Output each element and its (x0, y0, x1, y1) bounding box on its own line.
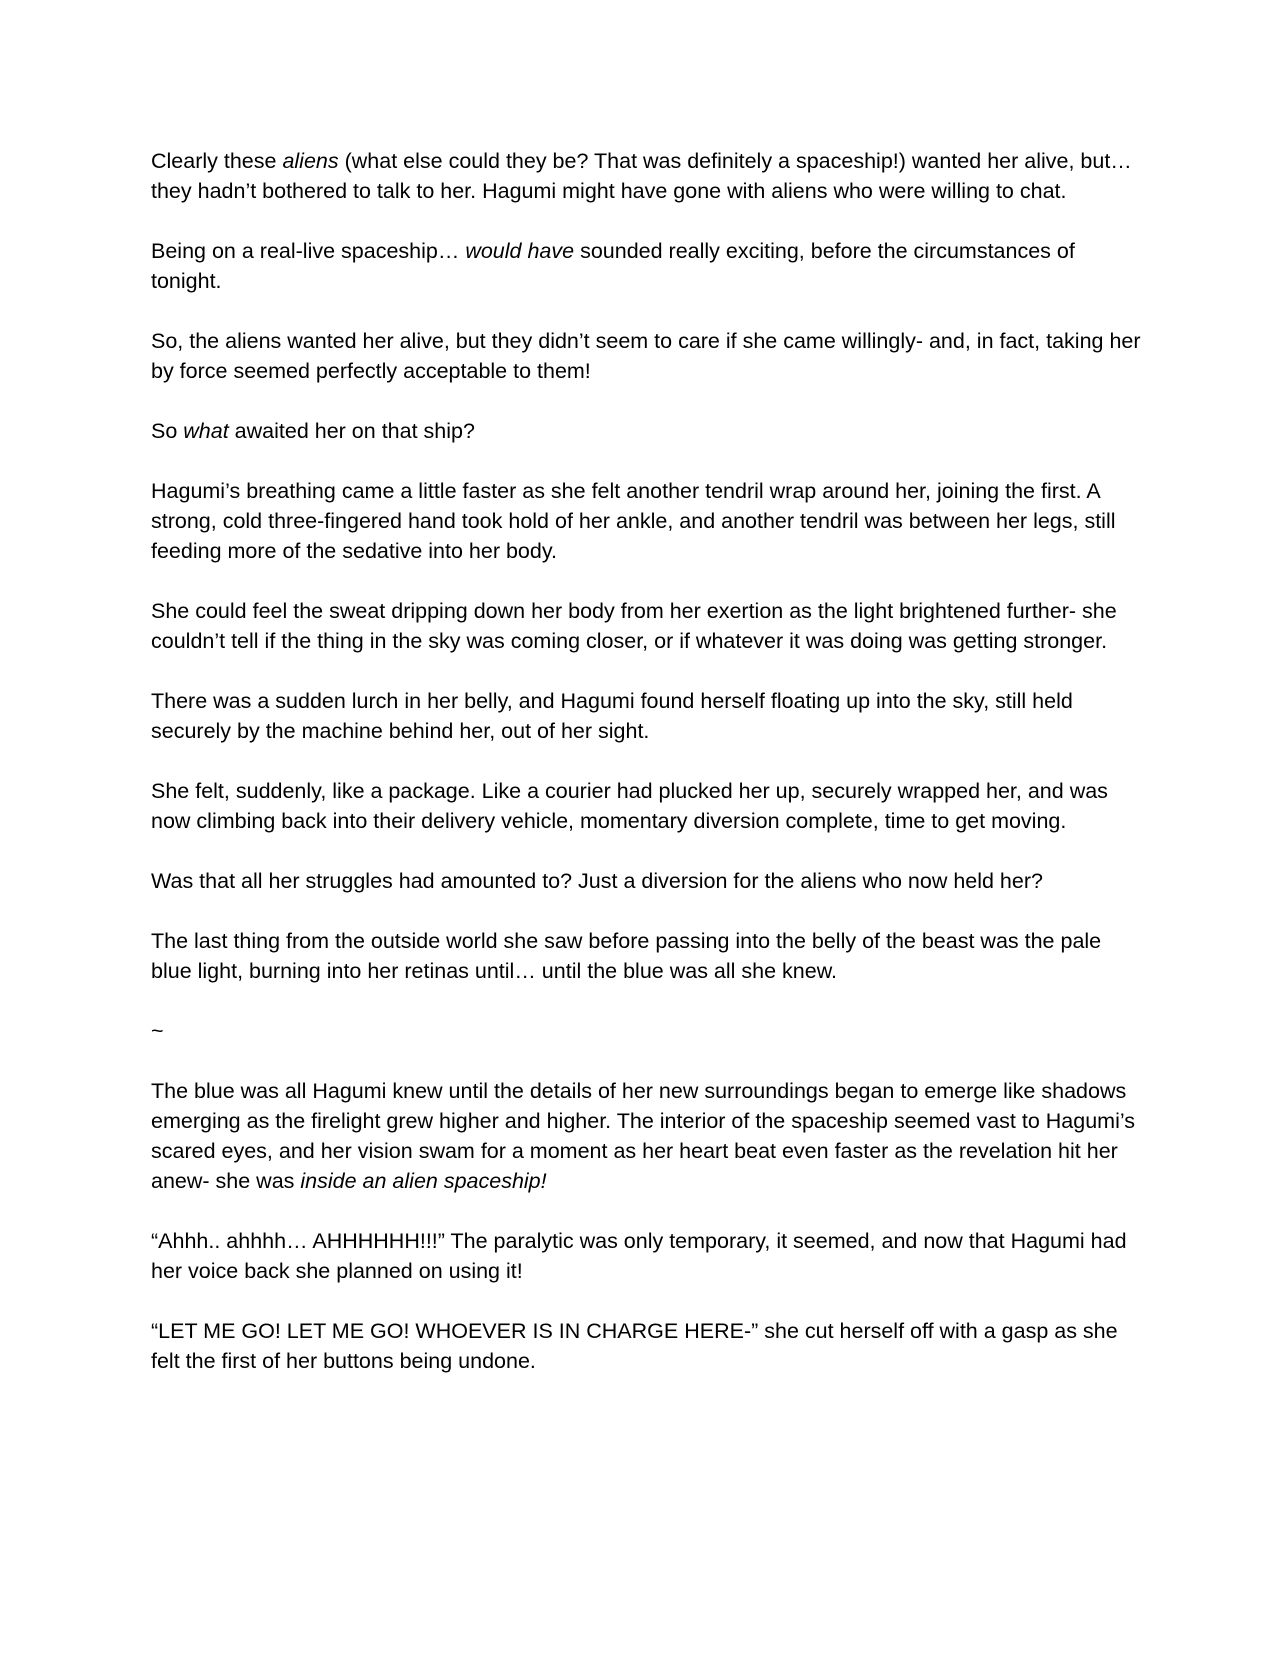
paragraph (151, 1226, 1141, 1286)
italic-text: inside an alien spaceship! (300, 1169, 547, 1193)
text-run: (what else could they be? That was definitely a spaceship!) wanted her alive, but… they hadn’t bothered to talk to her. Hagumi might have gone with aliens who were willing to chat. (151, 149, 1132, 203)
text-run: Hagumi’s breathing came a little faster as she felt another tendril wrap around her, joining the first. A strong, cold three-fingered hand took hold of her ankle, and another tendril was between her legs, still feeding more of the sedative into her body. (151, 479, 1116, 563)
paragraph (151, 1316, 1141, 1376)
paragraph (151, 146, 1141, 206)
text-run: She felt, suddenly, like a package. Like a courier had plucked her up, securely wrapped her, and was now climbing back into their delivery vehicle, momentary diversion complete, time to get moving. (151, 779, 1108, 833)
document-body (151, 146, 1141, 1376)
text-run: sounded really exciting, before the circumstances of tonight. (151, 239, 1075, 293)
paragraph (151, 416, 1141, 446)
paragraph (151, 1016, 1141, 1046)
paragraph (151, 686, 1141, 746)
paragraph (151, 596, 1141, 656)
italic-text: would have (465, 239, 575, 263)
italic-text: aliens (282, 149, 339, 173)
paragraph (151, 326, 1141, 386)
text-run: ~ (151, 1019, 164, 1043)
paragraph (151, 1076, 1141, 1196)
text-run: So, the aliens wanted her alive, but they didn’t seem to care if she came willingly- and, in fact, taking her by force seemed perfectly acceptable to them! (151, 329, 1141, 383)
italic-text: what (183, 419, 229, 443)
text-run: awaited her on that ship? (228, 419, 475, 443)
text-run: The blue was all Hagumi knew until the details of her new surroundings began to emerge like shadows emerging as the firelight grew higher and higher. The interior of the spaceship seemed vast to Hagumi’s scared eyes, and her vision swam for a moment as her heart beat even faster as the revelation hit her anew- she was (151, 1079, 1135, 1193)
text-run: Clearly these (151, 149, 283, 173)
paragraph (151, 866, 1141, 896)
text-run: The last thing from the outside world she saw before passing into the belly of the beast was the pale blue light, burning into her retinas until… until the blue was all she knew. (151, 929, 1102, 983)
text-run: Being on a real-live spaceship… (151, 239, 466, 263)
text-run: Was that all her struggles had amounted to? Just a diversion for the aliens who now held her? (151, 869, 1043, 893)
paragraph (151, 926, 1141, 986)
text-run: There was a sudden lurch in her belly, and Hagumi found herself floating up into the sky, still held securely by the machine behind her, out of her sight. (151, 689, 1073, 743)
text-run: She could feel the sweat dripping down her body from her exertion as the light brightened further- she couldn’t tell if the thing in the sky was coming closer, or if whatever it was doing was getting stronger. (151, 599, 1117, 653)
text-run: “LET ME GO! LET ME GO! WHOEVER IS IN CHARGE HERE-” she cut herself off with a gasp as she felt the first of her buttons being undone. (151, 1319, 1118, 1373)
paragraph (151, 476, 1141, 566)
text-run: So (151, 419, 184, 443)
paragraph (151, 776, 1141, 836)
paragraph (151, 236, 1141, 296)
text-run: “Ahhh.. ahhhh… AHHHHHH!!!” The paralytic was only temporary, it seemed, and now that Hagumi had her voice back she planned on using it! (151, 1229, 1127, 1283)
